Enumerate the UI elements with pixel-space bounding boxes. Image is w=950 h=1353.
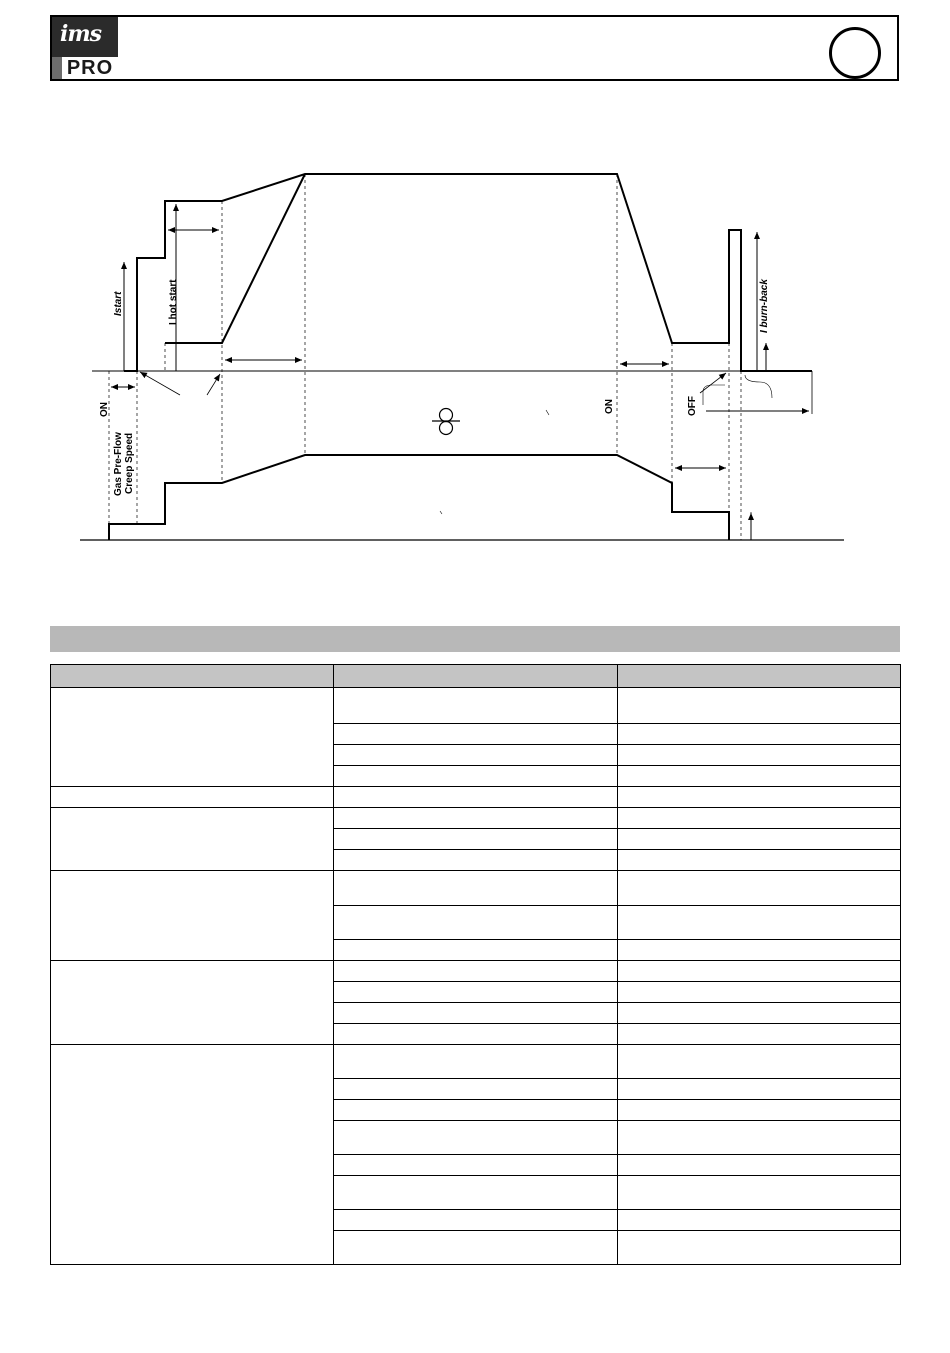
table-cell — [334, 906, 618, 940]
gas-preflow-label: Gas Pre-Flow — [113, 432, 124, 496]
table-cell — [334, 850, 618, 871]
table-group-cell — [51, 808, 334, 871]
table-cell — [618, 688, 901, 724]
table-cell — [618, 871, 901, 906]
table-cell — [618, 940, 901, 961]
table-cell — [618, 766, 901, 787]
table-cell — [334, 961, 618, 982]
small-tick-bottom — [440, 511, 442, 514]
table-cell — [618, 724, 901, 745]
table-row — [51, 688, 901, 724]
table-cell — [618, 1100, 901, 1121]
dashed-guides — [109, 174, 751, 540]
table-cell — [618, 1155, 901, 1176]
table-group-cell — [51, 1045, 334, 1265]
section-title-bar — [50, 626, 900, 652]
parameters-table — [50, 664, 901, 1265]
table-cell — [618, 906, 901, 940]
table-cell — [618, 850, 901, 871]
logo-text: ims — [60, 21, 102, 47]
on-label-right: ON — [604, 399, 615, 414]
istart-label: Istart — [113, 291, 124, 316]
table-cell — [618, 829, 901, 850]
table-cell — [618, 1045, 901, 1079]
iburnback-label: I burn-back — [759, 279, 770, 333]
logo-badge: PRO — [62, 57, 118, 79]
table-cell — [334, 982, 618, 1003]
postflow-bracket — [745, 375, 772, 398]
table-row — [51, 1045, 901, 1079]
table-header-cell — [618, 665, 901, 688]
table-cell — [334, 1024, 618, 1045]
table-cell — [334, 787, 618, 808]
table-cell — [334, 688, 618, 724]
ihotstart-label: I hot start — [168, 279, 179, 325]
table-cell — [334, 1121, 618, 1155]
small-tick-center — [546, 410, 549, 415]
table-cell — [618, 1024, 901, 1045]
table-cell — [334, 871, 618, 906]
table-cell — [334, 1176, 618, 1210]
on-label-left: ON — [99, 402, 110, 417]
table-cell — [618, 787, 901, 808]
table-cell — [334, 766, 618, 787]
table-cell — [618, 745, 901, 766]
table-cell — [334, 1231, 618, 1265]
off-pointer — [700, 373, 726, 393]
welding-cycle-diagram — [0, 0, 950, 600]
table-cell — [618, 808, 901, 829]
table-row — [51, 787, 901, 808]
table-cell — [334, 1100, 618, 1121]
table-cell — [334, 1003, 618, 1024]
table-cell — [334, 1155, 618, 1176]
table-cell — [334, 724, 618, 745]
table-cell — [618, 961, 901, 982]
table-cell — [334, 1045, 618, 1079]
table-cell — [334, 940, 618, 961]
wire-speed-curve — [109, 455, 729, 540]
table-cell — [334, 829, 618, 850]
table-row — [51, 808, 901, 829]
table-header-cell — [334, 665, 618, 688]
table-header-cell — [51, 665, 334, 688]
table-cell — [334, 1079, 618, 1100]
table-row — [51, 871, 901, 906]
wire-feed-rollers-icon — [432, 409, 460, 435]
current-curve — [124, 174, 812, 371]
table-cell — [334, 1210, 618, 1231]
table-cell — [618, 1231, 901, 1265]
table-cell — [334, 745, 618, 766]
table-cell — [618, 1176, 901, 1210]
table-cell — [618, 1079, 901, 1100]
table-group-cell — [51, 871, 334, 961]
creep-speed-label: Creep Speed — [124, 432, 135, 494]
table-header-row — [51, 665, 901, 688]
table-group-cell — [51, 688, 334, 787]
table-cell — [618, 1210, 901, 1231]
off-label: OFF — [687, 396, 698, 416]
start-pointer-b — [207, 374, 220, 395]
table-cell — [334, 808, 618, 829]
start-pointer-a — [140, 372, 180, 395]
hot-start-step — [165, 174, 305, 343]
table-cell — [618, 1121, 901, 1155]
table-cell — [618, 1003, 901, 1024]
table-cell — [618, 982, 901, 1003]
table-row — [51, 961, 901, 982]
table-group-cell — [51, 961, 334, 1045]
table-group-cell — [51, 787, 334, 808]
